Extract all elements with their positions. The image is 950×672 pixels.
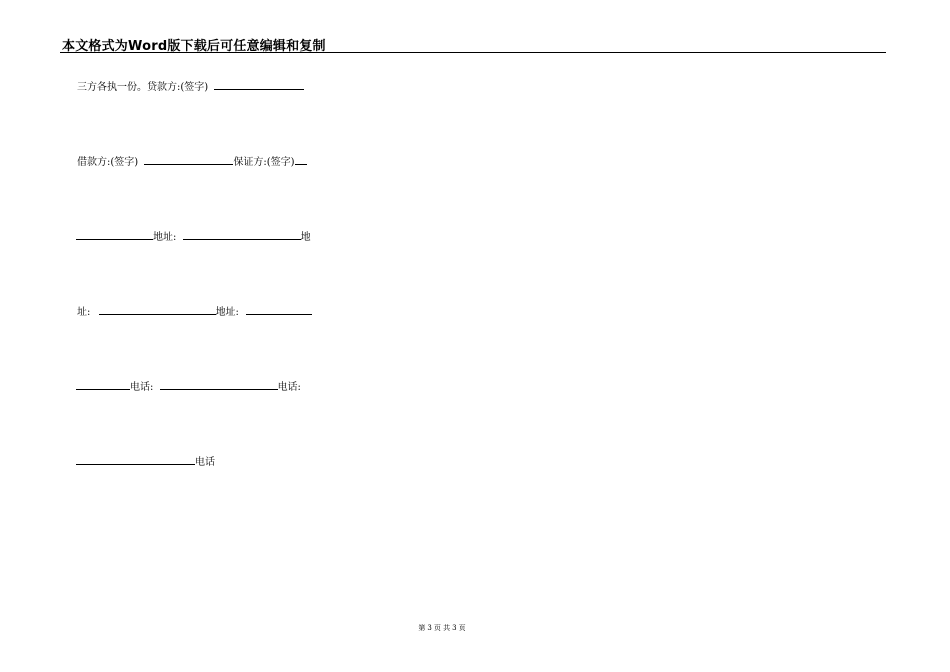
- phone-label-1: 电话:: [130, 382, 154, 393]
- address-blank-4: [246, 305, 312, 315]
- borrower-label: 借款方:(签字): [77, 157, 139, 168]
- phone-label-2: 电话:: [277, 382, 301, 393]
- footer-suffix: 页: [458, 624, 466, 632]
- line-lender-signature: [77, 80, 304, 94]
- address-blank-1: [76, 230, 153, 240]
- line-address-2: [77, 305, 312, 319]
- line-phone-2: [77, 455, 215, 469]
- lender-signature-blank: [214, 80, 304, 90]
- line-borrower-guarantor: [77, 155, 307, 169]
- header-title: 本文格式为Word版下载后可任意编辑和复制: [62, 39, 326, 54]
- guarantor-label: 保证方:(签字): [233, 157, 295, 168]
- phone-blank-1: [76, 380, 130, 390]
- phone-blank-3: [76, 455, 195, 465]
- phone-label-3: 电话: [195, 457, 215, 468]
- guarantor-signature-blank: [295, 155, 307, 165]
- address-blank-2: [183, 230, 301, 240]
- address-label-4: 地址:: [215, 307, 239, 318]
- footer-prefix: 第: [418, 624, 426, 632]
- line-address-1: [77, 230, 311, 244]
- address-blank-3: [99, 305, 216, 315]
- address-label-3: 址:: [77, 307, 91, 318]
- phone-blank-2: [160, 380, 278, 390]
- page-footer: [0, 623, 884, 633]
- footer-total-pages: 3: [452, 624, 457, 632]
- line-phone-1: [77, 380, 301, 394]
- footer-middle: 页 共: [433, 624, 451, 632]
- address-label-1: 地址:: [153, 232, 177, 243]
- footer-page-number: 3: [427, 624, 432, 632]
- lender-label: 三方各执一份。贷款方:(签字): [77, 82, 209, 93]
- header-divider: [60, 52, 886, 53]
- address-label-2: 地: [300, 232, 311, 243]
- borrower-signature-blank: [144, 155, 233, 165]
